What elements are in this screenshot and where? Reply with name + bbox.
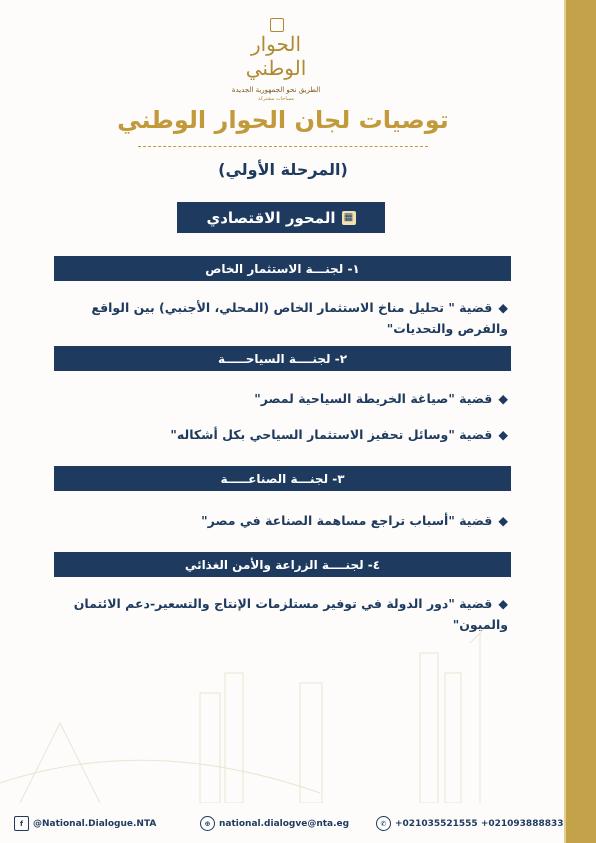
logo-title: الحوار الوطني [245,32,307,80]
crown-icon [270,18,284,32]
bullet-icon: ◆ [498,513,508,528]
gold-side-bar [566,0,596,843]
bank-icon: ▦ [342,211,356,225]
page-subtitle: (المرحلة الأولي) [218,160,348,179]
axis-banner [177,202,385,233]
background-skyline-art [0,613,560,803]
committee-header-1: ١- لجنـــة الاستثمار الخاص [54,256,511,281]
topic-1-1: ◆قضية " تحليل مناخ الاستثمار الخاص (المحلي، الأجنبي) بين الواقع والفرص والتحديات" [91,300,508,336]
globe-icon: ⊕ [200,816,215,831]
committee-header-4: ٤- لجنــــة الزراعة والأمن الغذائي [54,552,511,577]
axis-label: المحور الاقتصادي [206,208,336,227]
topic-2-1: ◆قضية "صياغة الخريطة السياحية لمصر" [254,391,508,406]
topic-4-1: ◆قضية "دور الدولة في توفير مستلزمات الإنتاج والتسعير-دعم الائتمان والميون" [73,596,508,632]
facebook-icon: f [14,816,29,831]
logo-tagline: الطريق نحو الجمهورية الجديدة [231,86,321,94]
footer-email[interactable]: ⊕ national.dialogve@nta.eg [200,816,349,831]
logo-slogan: مساحات مشتركة [257,96,295,102]
logo [226,18,326,102]
topic-2-2: ◆قضية "وسائل تحفيز الاستثمار السياحي بكل أشكاله" [170,427,508,442]
page-title: توصيات لجان الحوار الوطني [117,106,449,134]
whatsapp-icon: ✆ [376,816,391,831]
bullet-icon: ◆ [498,596,508,611]
topic-3-1: ◆قضية "أسباب تراجع مساهمة الصناعة في مصر" [201,513,508,528]
committee-header-3: ٣- لجنـــة الصناعـــــة [54,466,511,491]
footer-phones[interactable]: ✆ +021035521555 +021093888833 [376,816,564,831]
bullet-icon: ◆ [498,391,508,406]
bullet-icon: ◆ [498,427,508,442]
title-divider [138,146,428,147]
footer [0,810,566,836]
committee-header-2: ٢- لجنــــة السياحـــــة [54,346,511,371]
bullet-icon: ◆ [498,300,508,315]
footer-facebook[interactable]: f @National.Dialogue.NTA [14,816,156,831]
